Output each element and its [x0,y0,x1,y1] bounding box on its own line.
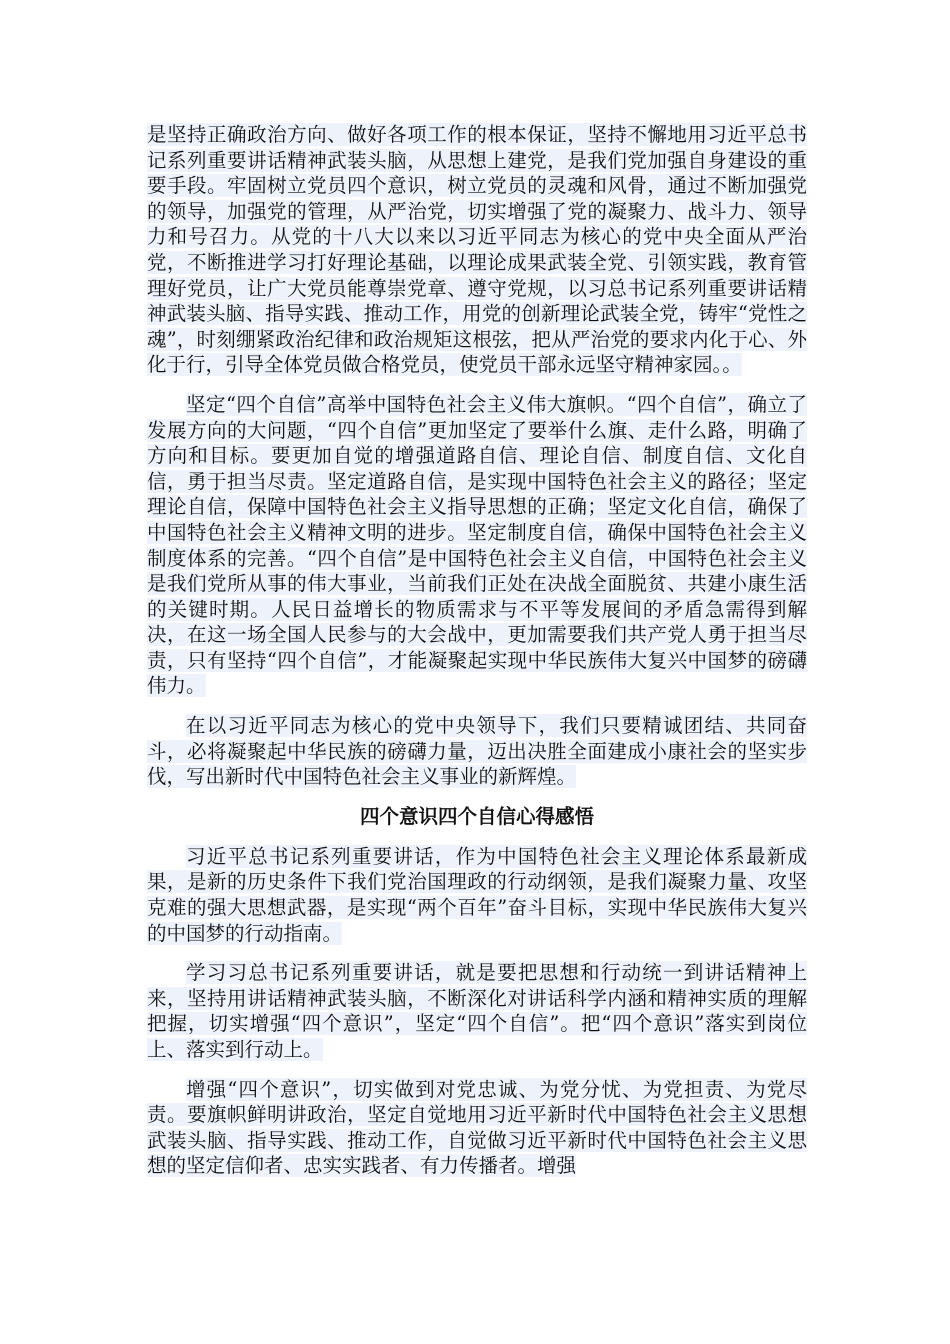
paragraph-text: 学习习总书记系列重要讲话，就是要把思想和行动统一到讲话精神上来，坚持用讲话精神武装头脑，不断深化对讲话科学内涵和精神实质的理解把握，切实增强“四个意识”，坚定“四个自信”。把“四个意识”落实到岗位上、落实到行动上。 [147,961,807,1061]
paragraph [147,392,807,699]
paragraph-text: 增强“四个意识”，切实做到对党忠诚、为党分忧、为党担责、为党尽责。要旗帜鲜明讲政治，坚定自觉地用习近平新时代中国特色社会主义思想武装头脑、指导实践、推动工作，自觉做习近平新时代中国特色社会主义思想的坚定信仰者、忠实实践者、有力传播者。增强 [147,1077,807,1178]
document-body [147,122,807,1179]
paragraph-text: 习近平总书记系列重要讲话，作为中国特色社会主义理论体系最新成果，是新的历史条件下我们党治国理政的行动纲领，是我们凝聚力量、攻坚克难的强大思想武器，是实现“两个百年”奋斗目标，实现中华民族伟大复兴的中国梦的行动指南。 [147,844,807,945]
paragraph [147,122,807,378]
paragraph-text: 是坚持正确政治方向、做好各项工作的根本保证，坚持不懈地用习近平总书记系列重要讲话精神武装头脑，从思想上建党，是我们党加强自身建设的重要手段。牢固树立党员四个意识，树立党员的灵魂和风骨，通过不断加强党的领导，加强党的管理，从严治党，切实增强了党的凝聚力、战斗力、领导力和号召力。从党的十八大以来以习近平同志为核心的党中央全面从严治党，不断推进学习打好理论基础，以理论成果武装全党、引领实践，教育管理好党员，让广大党员能尊崇党章、遵守党规，以习总书记系列重要讲话精神武装头脑、指导实践、推动工作，用党的创新理论武装全党，铸牢“党性之魂”，时刻绷紧政治纪律和政治规矩这根弦，把从严治党的要求内化于心、外化于行，引导全体党员做合格党员，使党员干部永远坚守精神家园。。 [147,123,807,377]
paragraph-text: 坚定“四个自信”高举中国特色社会主义伟大旗帜。“四个自信”，确立了发展方向的大问题，“四个自信”更加坚定了要举什么旗、走什么路，明确了方向和目标。要更加自觉的增强道路自信、理论自信、制度自信、文化自信，勇于担当尽责。坚定道路自信，是实现中国特色社会主义的路径；坚定理论自信，保障中国特色社会主义指导思想的正确；坚定文化自信，确保了中国特色社会主义精神文明的进步。坚定制度自信，确保中国特色社会主义制度体系的完善。“四个自信”是中国特色社会主义自信，中国特色社会主义是我们党所从事的伟大事业，当前我们正处在决战全面脱贫、共建小康生活的关键时期。人民日益增长的物质需求与不平等发展间的矛盾急需得到解决，在这一场全国人民参与的大会战中，更加需要我们共产党人勇于担当尽责，只有坚持“四个自信”，才能凝聚起实现中华民族伟大复兴中国梦的磅礴伟力。 [147,392,807,698]
paragraph-text: 在以习近平同志为核心的党中央领导下，我们只要精诚团结、共同奋斗，必将凝聚起中华民族的磅礴力量，迈出决胜全面建成小康社会的坚实步伐，写出新时代中国特色社会主义事业的新辉煌。 [147,714,807,789]
paragraph [147,1077,807,1179]
paragraph [147,844,807,946]
paragraph [147,713,807,790]
paragraph [147,960,807,1062]
section-heading: 四个意识四个自信心得感悟 [359,804,594,828]
